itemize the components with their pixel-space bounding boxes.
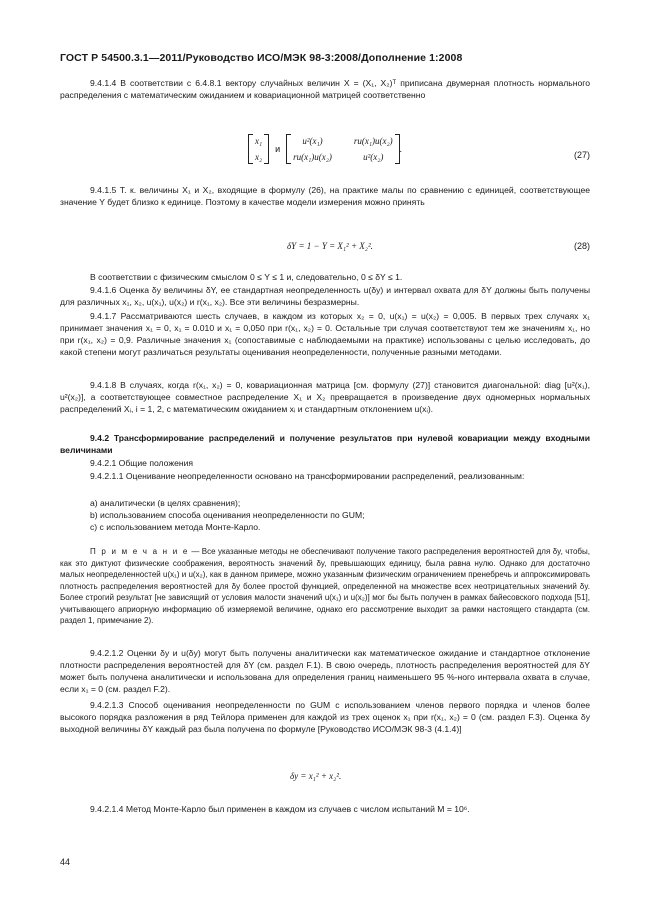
matrix-cell: u²(x₁) (302, 136, 323, 146)
and-word: и (275, 144, 281, 154)
formula-dy: δy = x₁² + x₂². (290, 771, 342, 781)
paragraph-9-4-1-5: 9.4.1.5 Т. к. величины X₁ и X₂, входящие в формулу (26), на практике малы по сравнению с единицей, соответствующее значение Y будет близко к единице. Поэтому в качестве модели измерения можно принять (60, 185, 590, 207)
page-number: 44 (60, 857, 71, 867)
paragraph-9-4-1-6: 9.4.1.6 Оценка δy величины δY, ее стандартная неопределенность u(δy) и интервал охвата для δY должны быть получены для различных x₁, x₂, u(x₁), u(x₂) и r(x₁, x₂). Все эти величины безразмерны. (60, 285, 590, 307)
matrix-cell: u²(x₂) (363, 152, 384, 162)
paragraph-9-4-2-1-3: 9.4.2.1.3 Способ оценивания неопределенности по GUM с использованием членов первого порядка и членов более высокого порядка разложения в ряд Тейлора применен для каждой из трех оценок x₁ при r(x₁, x₂) = 0 (см. раздел F.3). Оценка δy выходной величины δY каждый раз была получена по формуле [Руководство ИСО/МЭК 98-3 (4.1.4)] (60, 700, 590, 734)
paragraph-9-4-2-1-2: 9.4.2.1.2 Оценки δy и u(δy) могут быть получены аналитически как математическое ожидание и стандартное отклонение плотности распределения вероятностей для δY (см. раздел F.1). В свою очередь, плотность распределения вероятностей для δY может быть получена аналитически и использована для определения границ наименьшего 95 %-ного интервала охвата в случае, если x₁ = 0 (см. раздел F.2). (60, 648, 590, 694)
paragraph-9-4-1-8: 9.4.1.8 В случаях, когда r(x₁, x₂) = 0, ковариационная матрица [см. формулу (27)] становится диагональной: diag [u²(x₁), u²(x₂)], а соответствующее совместное распределение X₁ и X₂ превращается в произведение двух одномерных нормальных распределений Xᵢ, i = 1, 2, с математическим ожиданием xᵢ и стандартным отклонением u(xᵢ). (60, 380, 590, 414)
list-item: a) аналитически (в целях сравнения); (90, 498, 241, 508)
vector-cell: x₂ (255, 152, 263, 162)
methods-list (60, 497, 620, 533)
vector-cell: x₁ (255, 136, 263, 146)
matrix-cell: ru(x₁)u(x₂) (353, 136, 393, 146)
list-item: c) с использованием метода Монте-Карло. (90, 522, 261, 532)
paragraph-physical-sense: В соответствии с физическим смыслом 0 ≤ Y ≤ 1 и, следовательно, 0 ≤ δY ≤ 1. (90, 272, 403, 282)
covariance-matrix (286, 134, 400, 164)
section-heading-9-4-2: 9.4.2 Трансформирование распределений и получение результатов при нулевой ковариации между входными величинами (60, 433, 590, 455)
matrix-cell: ru(x₁)u(x₂) (293, 152, 332, 162)
document-header: ГОСТ Р 54500.3.1—2011/Руководство ИСО/МЭК 98-3:2008/Дополнение 1:2008 (60, 52, 463, 64)
note-text: — Все указанные методы не обеспечивают получение такого распределения вероятностей для δy, чтобы, как это диктуют физические соображения, вероятность значений δy, превышающих единицу, была равна нулю. Однако для достаточно малых неопределенностей u(x₁) и u(x₂), как в данном примере, можно указанным физическим ограничением пренебречь и аппроксимировать плотность распределения вероятностей для δy более простой функцией, определенной на множестве всех неотрицательных значений δy. Более строгий результат [не зависящий от условия малости значений u(x₁) и u(x₂)] мог бы быть получен в рамках байесовского подхода [51], учитывающего априорную информацию об измеряемой величине, однако его рассмотрение выходит за рамки настоящего стандарта (см. раздел 1, примечание 2). (60, 547, 590, 625)
formula-28: δY = 1 − Y = X₁² + X₂². (287, 241, 373, 251)
note-label: П р и м е ч а н и е (90, 547, 189, 556)
paragraph-9-4-2-1-1: 9.4.2.1.1 Оценивание неопределенности основано на трансформировании распределений, реализованным: (90, 471, 525, 481)
paragraph-9-4-1-4: 9.4.1.4 В соответствии с 6.4.8.1 вектору случайных величин X = (X₁, X₂)ᵀ приписана двумерная плотность нормального распределения с математическим ожиданием и ковариационной матрицей соответственно (60, 78, 590, 100)
subheading-9-4-2-1: 9.4.2.1 Общие положения (90, 458, 194, 468)
mean-vector (248, 134, 269, 164)
equation-number-28: (28) (573, 241, 590, 251)
formula-27: x₁ x₂ и u²(x₁) ru(x₁)u(x₂) ru(x₁)u(x₂) u²(x₂) . (248, 134, 402, 164)
note-block (60, 546, 590, 627)
list-item: b) использованием способа оценивания неопределенности по GUM; (90, 510, 365, 520)
paragraph-9-4-2-1-4: 9.4.2.1.4 Метод Монте-Карло был применен в каждом из случаев с числом испытаний M = 10⁶. (90, 804, 470, 814)
equation-number-27: (27) (573, 150, 590, 160)
paragraph-9-4-1-7: 9.4.1.7 Рассматриваются шесть случаев, в каждом из которых x₂ = 0, u(x₁) = u(x₂) = 0,005. В первых трех случаях x₁ принимает значения x₁ = 0, x₁ = 0.010 и x₁ = 0,050 при r(x₁, x₂) = 0. Остальные три случая соответствуют тем же значениям x₁, но при r(x₁, x₂) = 0,9. Различные значения x₁ (сопоставимые с наблюдаемыми на практике) использованы с целью исследовать, до какой степени могут различаться результаты оценивания неопределенности, полученные разными методами. (60, 311, 590, 357)
